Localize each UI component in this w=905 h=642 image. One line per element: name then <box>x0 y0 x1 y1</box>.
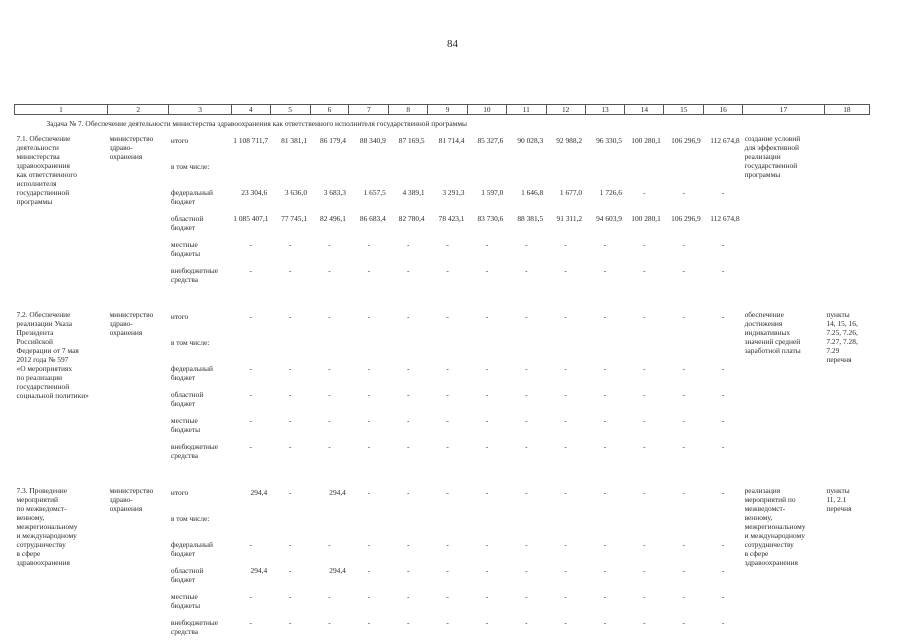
funding-value <box>231 160 270 186</box>
funding-value: - <box>564 266 567 276</box>
funding-value: - <box>603 540 607 550</box>
funding-value: 96 330,5 <box>596 136 622 146</box>
funding-value: - <box>721 312 725 322</box>
funding-value: - <box>525 442 528 452</box>
funding-value: - <box>682 618 685 628</box>
activity-executor: министерство здраво- охранения <box>109 134 154 162</box>
funding-value: - <box>446 312 449 322</box>
funding-value: - <box>485 266 489 276</box>
funding-value: - <box>643 566 646 576</box>
funding-value: - <box>367 566 371 576</box>
funding-value: 1 085 407,1 <box>233 214 269 224</box>
funding-value: - <box>288 592 292 602</box>
column-number-header: 14 <box>625 105 664 115</box>
funding-value: - <box>643 364 646 374</box>
funding-value: 3 636,0 <box>284 188 308 198</box>
funding-value: 1 646,8 <box>521 188 544 198</box>
column-number-header: 7 <box>349 105 389 115</box>
funding-value: - <box>525 416 528 426</box>
funding-value: - <box>603 266 607 276</box>
activity-name: 7.3. Проведение мероприятий по межведомст- венному, межрегиональному и международному сотрудничеству в сфере здравоохранения <box>16 486 78 568</box>
expected-result: реализация мероприятий по межведомст- венному, межрегиональному и международному сотрудничеству в сфере здравоохранения <box>744 486 806 568</box>
funding-value: - <box>406 312 410 322</box>
funding-value: - <box>406 442 410 452</box>
funding-value: - <box>682 240 685 250</box>
funding-value <box>349 336 389 362</box>
funding-value: - <box>564 540 567 550</box>
funding-value: - <box>328 442 331 452</box>
funding-value: - <box>446 266 449 276</box>
funding-value: - <box>249 618 252 628</box>
funding-value <box>506 336 546 362</box>
funding-value: - <box>288 618 292 628</box>
funding-value: - <box>682 390 685 400</box>
funding-value: - <box>406 390 410 400</box>
funding-value <box>468 336 507 362</box>
funding-value: 92 988,2 <box>556 136 583 146</box>
funding-value: - <box>564 390 567 400</box>
funding-value <box>428 336 468 362</box>
funding-value: - <box>721 618 725 628</box>
funding-value: - <box>288 364 292 374</box>
funding-value <box>270 512 310 538</box>
funding-source-label: местные бюджеты <box>170 240 201 259</box>
funding-value: - <box>249 442 252 452</box>
funding-source-label: федеральный бюджет <box>170 364 213 383</box>
funding-value: - <box>328 390 331 400</box>
column-number-header: 4 <box>231 105 270 115</box>
funding-value <box>585 512 625 538</box>
funding-value: - <box>564 442 567 452</box>
funding-value: - <box>485 566 489 576</box>
funding-value <box>310 160 349 186</box>
funding-value: - <box>643 592 646 602</box>
funding-value: - <box>367 618 371 628</box>
funding-value: - <box>525 540 528 550</box>
column-number-header: 18 <box>824 105 869 115</box>
funding-value: 294,4 <box>329 566 346 576</box>
funding-value <box>625 160 664 186</box>
funding-value <box>625 336 664 362</box>
column-number-header: 5 <box>270 105 310 115</box>
funding-value: - <box>446 488 449 498</box>
funding-value <box>389 160 428 186</box>
funding-value: - <box>485 364 489 374</box>
column-number-header: 13 <box>585 105 625 115</box>
funding-value: - <box>564 416 567 426</box>
column-number-header: 3 <box>169 105 231 115</box>
funding-value: - <box>288 266 292 276</box>
activity-executor: министерство здраво- охранения <box>109 486 154 514</box>
funding-value: - <box>328 416 331 426</box>
funding-value: - <box>721 442 725 452</box>
funding-value <box>546 160 585 186</box>
funding-value: 1 597,0 <box>481 188 504 198</box>
list-reference <box>824 134 869 290</box>
funding-value: - <box>643 312 646 322</box>
funding-value: - <box>328 364 331 374</box>
funding-source-label: итого <box>170 136 189 146</box>
funding-value: - <box>525 592 528 602</box>
activity-executor: министерство здраво- охранения <box>109 310 154 338</box>
funding-value: 78 423,1 <box>438 214 465 224</box>
funding-value: - <box>485 390 489 400</box>
funding-value: - <box>682 540 685 550</box>
funding-value: - <box>603 312 607 322</box>
funding-value <box>428 160 468 186</box>
funding-value: - <box>367 364 371 374</box>
funding-value: - <box>406 592 410 602</box>
funding-value: - <box>643 540 646 550</box>
funding-value: 86 683,4 <box>359 214 386 224</box>
funding-value: - <box>367 240 371 250</box>
funding-value: - <box>525 266 528 276</box>
funding-value: - <box>446 540 449 550</box>
funding-value: 106 296,9 <box>671 136 701 146</box>
funding-value <box>389 336 428 362</box>
funding-value: 94 603,9 <box>596 214 622 224</box>
funding-value: 294,4 <box>250 566 268 576</box>
funding-value <box>349 160 389 186</box>
funding-source-label: федеральный бюджет <box>170 540 213 559</box>
funding-value <box>231 336 270 362</box>
funding-value: - <box>643 488 646 498</box>
funding-value: - <box>406 566 410 576</box>
funding-value <box>664 336 704 362</box>
funding-value: - <box>288 312 292 322</box>
funding-value: - <box>249 416 252 426</box>
funding-value: - <box>446 240 449 250</box>
funding-value <box>231 512 270 538</box>
funding-value: 88 340,9 <box>359 136 386 146</box>
funding-value: - <box>603 618 607 628</box>
funding-value: - <box>406 364 410 374</box>
funding-value: - <box>367 416 371 426</box>
funding-value: - <box>406 240 410 250</box>
column-number-header: 17 <box>743 105 825 115</box>
funding-value: - <box>288 540 292 550</box>
funding-value: 81 714,4 <box>438 136 465 146</box>
funding-value: - <box>682 266 685 276</box>
funding-value: - <box>564 566 567 576</box>
funding-value: - <box>406 416 410 426</box>
funding-source-label: областной бюджет <box>170 566 204 585</box>
funding-value: 1 677,0 <box>559 188 583 198</box>
funding-value: - <box>682 566 685 576</box>
funding-value: - <box>328 312 331 322</box>
funding-value: - <box>603 240 607 250</box>
funding-value: - <box>721 592 725 602</box>
column-number-header: 15 <box>664 105 704 115</box>
funding-value: - <box>564 592 567 602</box>
block-spacer <box>15 290 870 310</box>
funding-value <box>704 336 743 362</box>
funding-value: - <box>249 390 252 400</box>
funding-value <box>585 336 625 362</box>
program-activities-table <box>14 104 870 642</box>
funding-value: - <box>643 416 646 426</box>
funding-value: 77 745,1 <box>281 214 308 224</box>
funding-value: - <box>288 566 292 576</box>
funding-value: 294,4 <box>329 488 346 498</box>
funding-value: - <box>328 240 331 250</box>
funding-value: - <box>328 618 331 628</box>
block-spacer-cell <box>15 466 870 486</box>
column-number-header: 16 <box>704 105 743 115</box>
funding-value: - <box>249 592 252 602</box>
page-number: 84 <box>447 38 458 50</box>
funding-value: - <box>367 312 371 322</box>
funding-value: - <box>564 240 567 250</box>
list-reference: пункты 14, 15, 16, 7.25, 7.26, 7.27, 7.28, 7.29 перечня <box>826 310 858 365</box>
funding-value: - <box>485 416 489 426</box>
column-number-header: 1 <box>15 105 108 115</box>
column-number-header: 2 <box>108 105 169 115</box>
funding-source-label: итого <box>170 488 189 498</box>
activity-name: 7.2. Обеспечение реализации Указа Президента Российской Федерации от 7 мая 2012 года № 597 «О мероприятиях по реализации государственной социальной политики» <box>16 310 89 401</box>
funding-value: - <box>682 188 685 198</box>
funding-value: - <box>367 540 371 550</box>
funding-value: 85 327,6 <box>477 136 504 146</box>
funding-value: - <box>249 364 252 374</box>
funding-value: - <box>328 266 331 276</box>
funding-value: - <box>485 240 489 250</box>
funding-value: 100 280,1 <box>631 214 661 224</box>
funding-value: - <box>603 442 607 452</box>
funding-value: - <box>525 364 528 374</box>
funding-value: - <box>721 488 725 498</box>
funding-source-label: внебюджетные средства <box>170 618 219 637</box>
funding-value: - <box>288 390 292 400</box>
funding-value: - <box>525 240 528 250</box>
funding-value <box>468 160 507 186</box>
funding-value: - <box>721 416 725 426</box>
funding-value <box>389 512 428 538</box>
funding-value: 86 179,4 <box>320 136 346 146</box>
funding-source-label: областной бюджет <box>170 390 204 409</box>
funding-value <box>664 512 704 538</box>
funding-value: - <box>525 566 528 576</box>
funding-value: - <box>249 540 252 550</box>
funding-value: - <box>603 416 607 426</box>
funding-value: - <box>721 266 725 276</box>
funding-value: - <box>249 312 252 322</box>
funding-row <box>15 486 870 512</box>
funding-value: - <box>288 442 292 452</box>
funding-value: - <box>367 390 371 400</box>
funding-value: - <box>485 618 489 628</box>
funding-value: - <box>643 266 646 276</box>
funding-value: - <box>446 442 449 452</box>
funding-value: - <box>525 618 528 628</box>
funding-value: 87 169,5 <box>398 136 425 146</box>
funding-value: - <box>328 540 331 550</box>
funding-value: - <box>406 488 410 498</box>
funding-value: 91 311,2 <box>556 214 583 224</box>
funding-source-label: в том числе: <box>170 338 210 348</box>
funding-value <box>270 160 310 186</box>
funding-value: - <box>485 442 489 452</box>
funding-value: - <box>564 364 567 374</box>
funding-value: - <box>603 364 607 374</box>
funding-value: - <box>367 592 371 602</box>
funding-value: - <box>643 240 646 250</box>
column-number-header: 11 <box>506 105 546 115</box>
funding-value <box>546 336 585 362</box>
funding-value <box>546 512 585 538</box>
funding-source-label: местные бюджеты <box>170 416 201 435</box>
funding-value: - <box>721 364 725 374</box>
funding-value: - <box>485 488 489 498</box>
funding-value <box>310 336 349 362</box>
funding-source-label: внебюджетные средства <box>170 442 219 461</box>
funding-value: - <box>367 488 371 498</box>
funding-value: - <box>446 618 449 628</box>
funding-value: - <box>564 618 567 628</box>
funding-value: - <box>721 390 725 400</box>
funding-value: - <box>682 488 685 498</box>
funding-value <box>468 512 507 538</box>
funding-value: - <box>367 266 371 276</box>
expected-result: создание условий для эффективной реализации государственной программы <box>744 134 801 180</box>
funding-value: - <box>446 592 449 602</box>
funding-source-label: внебюджетные средства <box>170 266 219 285</box>
funding-value: - <box>446 416 449 426</box>
funding-value: - <box>525 312 528 322</box>
funding-value: - <box>643 442 646 452</box>
funding-value <box>664 160 704 186</box>
funding-value: - <box>249 266 252 276</box>
funding-row <box>15 310 870 336</box>
funding-value <box>704 512 743 538</box>
funding-value: - <box>682 364 685 374</box>
block-spacer-cell <box>15 290 870 310</box>
funding-value <box>506 512 546 538</box>
funding-value: - <box>603 390 607 400</box>
funding-value: 90 028,3 <box>517 136 544 146</box>
funding-value: - <box>721 188 725 198</box>
funding-value: - <box>446 364 449 374</box>
funding-value <box>270 336 310 362</box>
column-number-header-row <box>15 105 870 115</box>
funding-value: - <box>643 618 646 628</box>
funding-source-label: итого <box>170 312 189 322</box>
funding-value: - <box>682 592 685 602</box>
funding-value <box>625 512 664 538</box>
funding-value: 112 674,8 <box>710 136 740 146</box>
funding-value: - <box>446 390 449 400</box>
task-title: Задача № 7. Обеспечение деятельности министерства здравоохранения как ответственного исполнителя государственной программы <box>46 119 467 128</box>
funding-value: 23 304,6 <box>241 188 268 198</box>
list-reference: пункты 11, 2.1 перечня <box>826 486 852 514</box>
funding-value: 106 296,9 <box>671 214 701 224</box>
funding-value: - <box>328 592 331 602</box>
funding-value: - <box>367 442 371 452</box>
funding-value: - <box>721 240 725 250</box>
funding-value: 1 108 711,7 <box>233 136 269 146</box>
funding-value <box>704 160 743 186</box>
funding-value <box>506 160 546 186</box>
funding-source-label: в том числе: <box>170 514 210 524</box>
funding-value: - <box>603 566 607 576</box>
funding-row <box>15 134 870 160</box>
funding-source-label: в том числе: <box>170 162 210 172</box>
funding-value: 88 381,5 <box>517 214 544 224</box>
funding-value: - <box>288 416 292 426</box>
funding-value: - <box>406 618 410 628</box>
funding-value: - <box>564 488 567 498</box>
funding-value: - <box>446 566 449 576</box>
funding-value: - <box>603 488 607 498</box>
funding-value: - <box>721 566 725 576</box>
funding-value: 82 780,4 <box>398 214 425 224</box>
funding-value: 3 683,3 <box>323 188 346 198</box>
column-number-header: 10 <box>468 105 507 115</box>
funding-value: - <box>682 416 685 426</box>
column-number-header: 6 <box>310 105 349 115</box>
funding-value: - <box>288 240 292 250</box>
funding-value <box>349 512 389 538</box>
funding-value: 82 496,1 <box>320 214 346 224</box>
funding-value: - <box>603 592 607 602</box>
funding-value: - <box>643 390 646 400</box>
funding-value: 1 726,6 <box>599 188 622 198</box>
funding-value: - <box>288 488 292 498</box>
funding-value <box>310 512 349 538</box>
funding-value <box>428 512 468 538</box>
column-number-header: 8 <box>389 105 428 115</box>
activity-name: 7.1. Обеспечение деятельности министерства здравоохранения как ответственного исполнителя государственной программы <box>16 134 77 207</box>
funding-value: - <box>406 540 410 550</box>
funding-value: - <box>564 312 567 322</box>
funding-value: - <box>406 266 410 276</box>
funding-value: - <box>721 540 725 550</box>
column-number-header: 9 <box>428 105 468 115</box>
funding-source-label: местные бюджеты <box>170 592 201 611</box>
funding-value: - <box>485 540 489 550</box>
funding-value: 294,4 <box>250 488 268 498</box>
funding-value: - <box>682 312 685 322</box>
funding-source-label: федеральный бюджет <box>170 188 213 207</box>
funding-source-label: областной бюджет <box>170 214 204 233</box>
funding-value: - <box>525 390 528 400</box>
funding-value: 100 280,1 <box>631 136 661 146</box>
funding-value: - <box>643 188 646 198</box>
funding-value: 1 657,5 <box>363 188 386 198</box>
funding-value: - <box>682 442 685 452</box>
funding-value: - <box>525 488 528 498</box>
block-spacer <box>15 466 870 486</box>
funding-value: - <box>485 312 489 322</box>
column-number-header: 12 <box>546 105 585 115</box>
funding-value: 81 381,1 <box>281 136 308 146</box>
funding-value: - <box>485 592 489 602</box>
funding-value: 112 674,8 <box>710 214 740 224</box>
funding-value <box>585 160 625 186</box>
funding-value: 3 291,3 <box>442 188 465 198</box>
funding-value: 4 389,1 <box>402 188 425 198</box>
expected-result: обеспечение достижения индикативных значений средней заработной платы <box>744 310 801 356</box>
funding-value: 83 730,6 <box>477 214 504 224</box>
funding-value: - <box>249 240 252 250</box>
